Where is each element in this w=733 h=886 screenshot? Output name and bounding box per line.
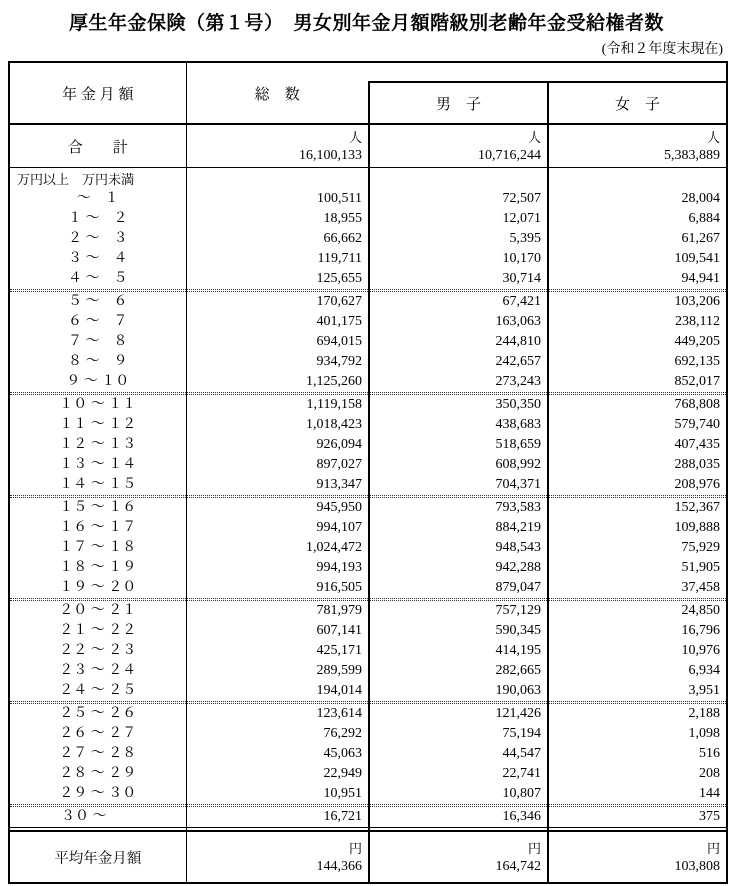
male-value: 414,195 [369,641,548,661]
table-row [9,558,727,578]
male-value: 22,741 [369,764,548,784]
table-row [9,807,727,828]
male-value: 10,807 [369,784,548,805]
male-value: 793,583 [369,498,548,519]
total-value: 1,018,423 [186,415,369,435]
table-row [9,209,727,229]
female-value: 2,188 [548,704,727,725]
male-value: 67,421 [369,292,548,313]
female-value: 103,206 [548,292,727,313]
range-label: ５ ～ ６ [68,294,128,309]
male-value: 242,657 [369,352,548,372]
male-value: 518,659 [369,435,548,455]
female-value: 75,929 [548,538,727,558]
female-value: 238,112 [548,312,727,332]
total-value: 945,950 [186,498,369,519]
page-title: 厚生年金保険（第１号） 男女別年金月額階級別老齢年金受給権者数 [68,13,664,34]
male-value: 12,071 [369,209,548,229]
female-value: 37,458 [548,578,727,599]
range-unit-header: 万円以上 万円未満 [17,172,135,187]
total-value: 170,627 [186,292,369,313]
range-label: ３０ ～ [61,809,135,824]
male-value: 948,543 [369,538,548,558]
table-row [9,395,727,416]
female-value: 579,740 [548,415,727,435]
female-value: 1,098 [548,724,727,744]
average-female-value: 円 103,808 [548,831,727,883]
table-row [9,229,727,249]
table-row [9,601,727,622]
total-value: 781,979 [186,601,369,622]
table-row [9,332,727,352]
female-value: 768,808 [548,395,727,416]
range-label: ２３ ～ ２４ [59,663,137,678]
female-value: 288,035 [548,455,727,475]
unit-yen-label: 円 [348,840,362,856]
female-value: 852,017 [548,372,727,393]
total-value: 289,599 [186,661,369,681]
total-value: 425,171 [186,641,369,661]
female-value: 208 [548,764,727,784]
column-header-male: 男 子 [369,82,548,124]
female-value: 61,267 [548,229,727,249]
grand-total-male-value: 人 10,716,244 [369,124,548,168]
range-label: ２９ ～ ３０ [59,786,137,801]
male-value: 72,507 [369,189,548,209]
range-label: ２７ ～ ２８ [59,746,137,761]
total-value: 607,141 [186,621,369,641]
range-label: ２６ ～ ２７ [59,726,137,741]
range-label: ２４ ～ ２５ [59,683,137,698]
range-label: ２０ ～ ２１ [59,603,137,618]
male-value: 121,426 [369,704,548,725]
total-value: 401,175 [186,312,369,332]
table-row [9,435,727,455]
range-label: １ ～ ２ [68,211,128,226]
female-value: 208,976 [548,475,727,496]
male-value: 942,288 [369,558,548,578]
male-value: 350,350 [369,395,548,416]
total-value: 194,014 [186,681,369,702]
male-value: 75,194 [369,724,548,744]
range-label: １０ ～ １１ [59,397,137,412]
table-row [9,724,727,744]
total-value: 897,027 [186,455,369,475]
range-label: ２８ ～ ２９ [59,766,137,781]
female-value: 109,888 [548,518,727,538]
total-value: 926,094 [186,435,369,455]
table-row [9,518,727,538]
table-row [9,415,727,435]
male-value: 190,063 [369,681,548,702]
total-value: 1,024,472 [186,538,369,558]
total-value: 18,955 [186,209,369,229]
column-header-total: 総 数 [186,62,369,124]
average-row [9,831,727,883]
grand-total-value: 人 16,100,133 [186,124,369,168]
female-value: 94,941 [548,269,727,290]
total-value: 994,193 [186,558,369,578]
table-row [9,704,727,725]
range-label: ８ ～ ９ [68,354,128,369]
range-label: ～ １ [76,191,119,206]
table-row [9,352,727,372]
unit-persons-label: 人 [527,129,541,145]
unit-persons-label: 人 [348,129,362,145]
range-label: １６ ～ １７ [59,520,137,535]
average-label: 平均年金月額 [54,850,142,867]
female-value: 24,850 [548,601,727,622]
range-label: ２ ～ ３ [68,231,128,246]
range-label: １２ ～ １３ [59,437,137,452]
table-row [9,292,727,313]
pension-table [8,61,728,884]
female-value: 109,541 [548,249,727,269]
male-value: 608,992 [369,455,548,475]
male-value: 10,170 [369,249,548,269]
range-label: ４ ～ ５ [68,271,128,286]
male-value: 5,395 [369,229,548,249]
table-row [9,764,727,784]
male-value: 757,129 [369,601,548,622]
male-value: 16,346 [369,807,548,828]
total-value: 45,063 [186,744,369,764]
total-value: 125,655 [186,269,369,290]
range-label: １７ ～ １８ [59,540,137,555]
male-value: 438,683 [369,415,548,435]
table-row [9,475,727,496]
table-row [9,538,727,558]
average-total-value: 円 144,366 [186,831,369,883]
column-header-pension-amount: 年 金 月 額 [9,62,186,124]
female-value: 152,367 [548,498,727,519]
female-value: 144 [548,784,727,805]
female-value: 6,934 [548,661,727,681]
female-value: 375 [548,807,727,828]
table-row [9,498,727,519]
table-row [9,189,727,209]
total-value: 66,662 [186,229,369,249]
range-label: １４ ～ １５ [59,477,137,492]
range-label: １５ ～ １６ [59,500,137,515]
female-value: 407,435 [548,435,727,455]
total-value: 1,119,158 [186,395,369,416]
male-value: 704,371 [369,475,548,496]
female-value: 51,905 [548,558,727,578]
total-value: 123,614 [186,704,369,725]
total-value: 16,721 [186,807,369,828]
range-label: １８ ～ １９ [59,560,137,575]
column-header-female: 女 子 [548,82,727,124]
male-value: 244,810 [369,332,548,352]
table-row [9,784,727,805]
range-label: １３ ～ １４ [59,457,137,472]
table-row [9,269,727,290]
total-value: 994,107 [186,518,369,538]
total-value: 694,015 [186,332,369,352]
table-row [9,249,727,269]
as-of-date: (令和２年度末現在) [601,42,723,57]
range-label: ３ ～ ４ [68,251,128,266]
male-value: 163,063 [369,312,548,332]
unit-yen-label: 円 [706,840,720,856]
grand-total-label: 合 計 [9,124,186,168]
range-label: ６ ～ ７ [68,314,128,329]
range-label: ２１ ～ ２２ [59,623,137,638]
range-label: ２５ ～ ２６ [59,706,137,721]
average-male-value: 円 164,742 [369,831,548,883]
female-value: 10,976 [548,641,727,661]
unit-yen-label: 円 [527,840,541,856]
table-row [9,312,727,332]
range-label: １１ ～ １２ [59,417,137,432]
total-value: 913,347 [186,475,369,496]
female-value: 449,205 [548,332,727,352]
table-row [9,744,727,764]
table-row [9,372,727,393]
range-label: １９ ～ ２０ [59,580,137,595]
female-value: 6,884 [548,209,727,229]
male-value: 273,243 [369,372,548,393]
female-value: 16,796 [548,621,727,641]
female-value: 516 [548,744,727,764]
total-value: 119,711 [186,249,369,269]
range-label: ７ ～ ８ [68,334,128,349]
table-row [9,578,727,599]
female-value: 28,004 [548,189,727,209]
male-value: 282,665 [369,661,548,681]
female-value: 692,135 [548,352,727,372]
table-row [9,661,727,681]
table-row [9,681,727,702]
male-value: 884,219 [369,518,548,538]
table-row [9,455,727,475]
total-value: 22,949 [186,764,369,784]
male-value: 590,345 [369,621,548,641]
total-value: 76,292 [186,724,369,744]
total-value: 934,792 [186,352,369,372]
total-value: 1,125,260 [186,372,369,393]
male-value: 879,047 [369,578,548,599]
range-label: ２２ ～ ２３ [59,643,137,658]
unit-persons-label: 人 [706,129,720,145]
header-spacer [369,62,727,82]
male-value: 44,547 [369,744,548,764]
grand-total-row [9,124,727,168]
table-row [9,621,727,641]
header-row-top [9,62,727,82]
grand-total-female-value: 人 5,383,889 [548,124,727,168]
table-row [9,641,727,661]
range-label: ９ ～ １０ [66,374,130,389]
total-value: 916,505 [186,578,369,599]
male-value: 30,714 [369,269,548,290]
total-value: 10,951 [186,784,369,805]
total-value: 100,511 [186,189,369,209]
female-value: 3,951 [548,681,727,702]
range-unit-header-row [9,168,727,190]
